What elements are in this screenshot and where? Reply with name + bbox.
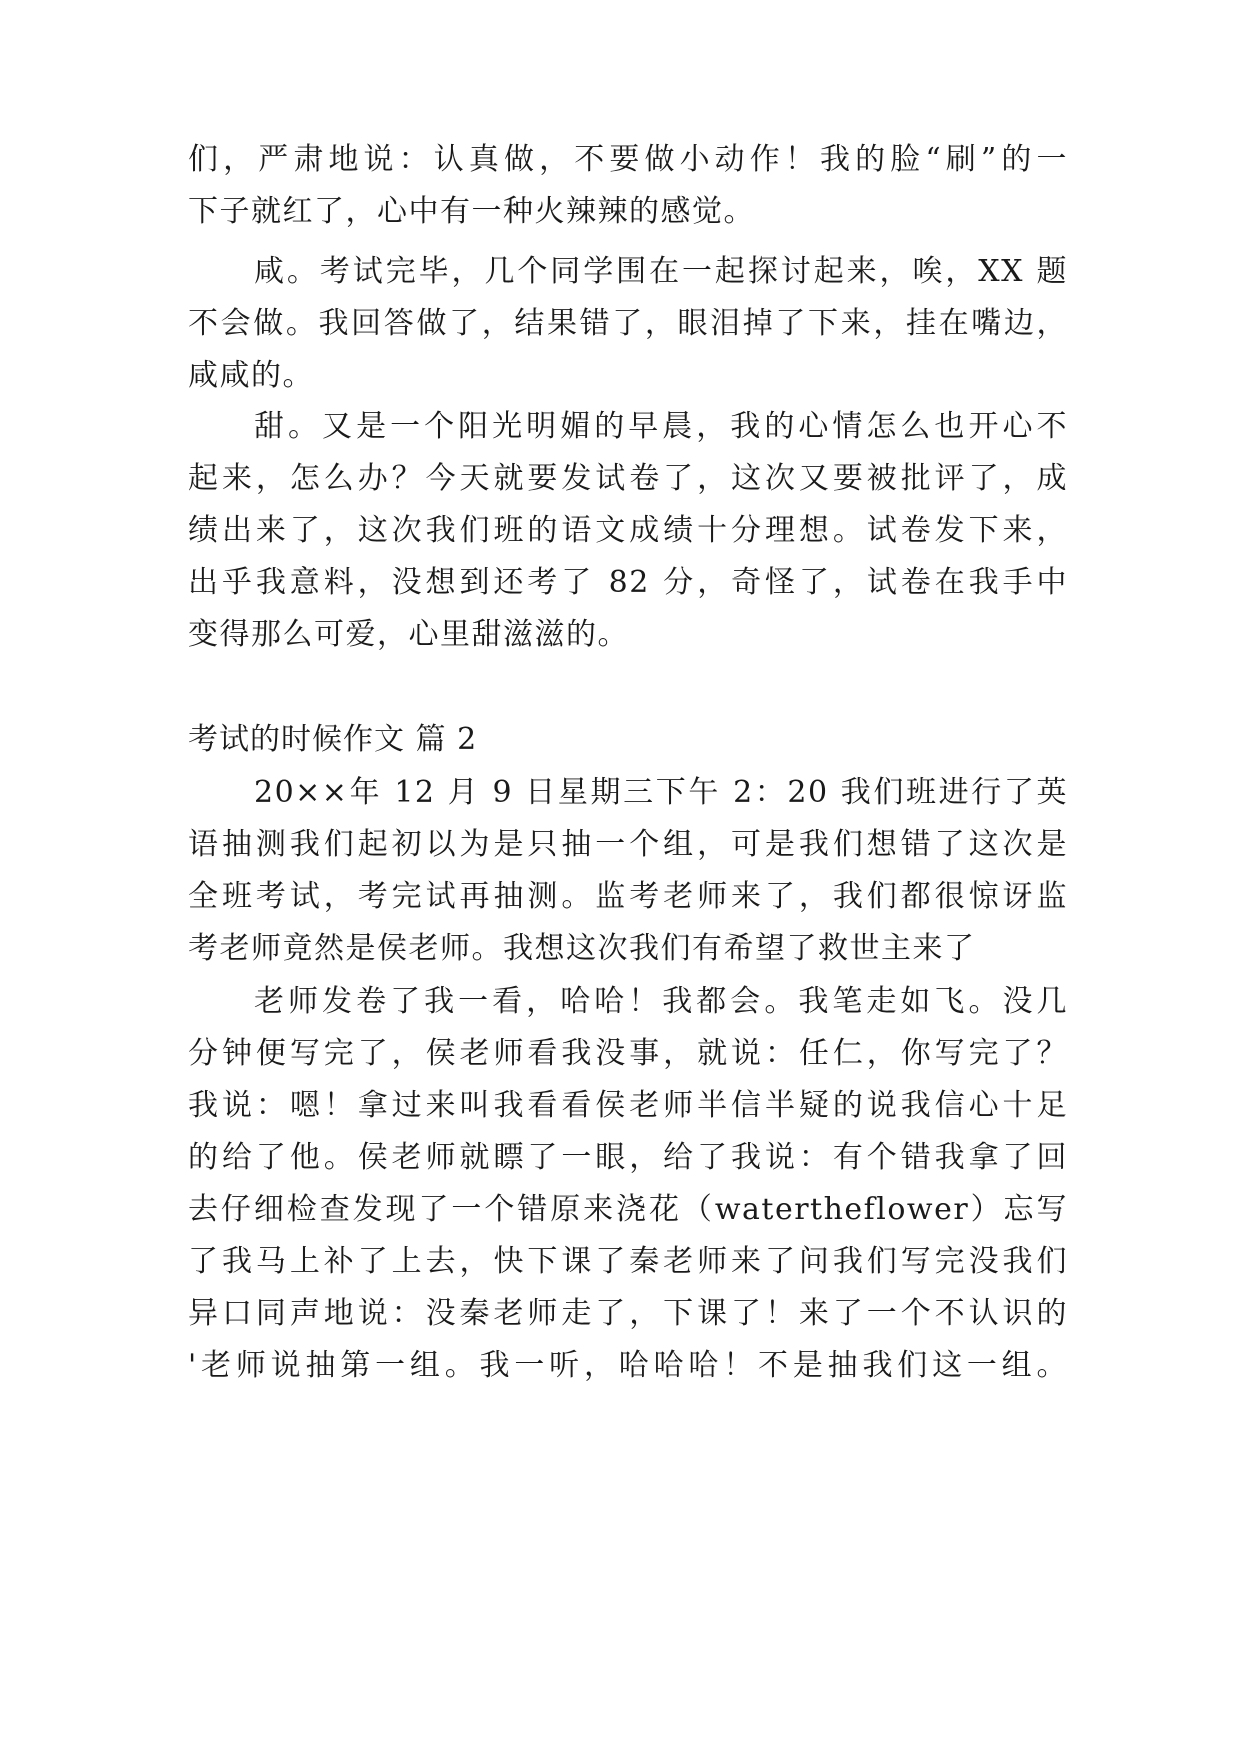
- text-line: 咸咸的。: [188, 358, 314, 393]
- text-line: 语抽测我们起初以为是只抽一个组，可是我们想错了这次是: [188, 827, 1068, 862]
- text-line: 下子就红了，心中有一种火辣辣的感觉。: [188, 194, 755, 229]
- text-line: 起来，怎么办？今天就要发试卷了，这次又要被批评了，成: [188, 461, 1068, 496]
- text-line: 老师发卷了我一看，哈哈！我都会。我笔走如飞。没几: [254, 984, 1068, 1019]
- text-line: '老师说抽第一组。我一听，哈哈哈！不是抽我们这一组。: [188, 1348, 1068, 1383]
- text-line: 出乎我意料，没想到还考了 82 分，奇怪了，试卷在我手中: [188, 565, 1068, 600]
- text-line: 去仔细检查发现了一个错原来浇花（watertheflower）忘写: [188, 1192, 1068, 1227]
- text-line: 咸。考试完毕，几个同学围在一起探讨起来，唉，XX 题: [254, 254, 1068, 289]
- paragraph-english-test: [188, 773, 1068, 983]
- text-line: 甜。又是一个阳光明媚的早晨，我的心情怎么也开心不: [254, 409, 1068, 444]
- text-line: 了我马上补了上去，快下课了秦老师来了问我们写完没我们: [188, 1244, 1068, 1279]
- paragraph-salty: [188, 252, 1068, 402]
- text-line: 20××年 12 月 9 日星期三下午 2：20 我们班进行了英: [254, 775, 1068, 810]
- text-line: 绩出来了，这次我们班的语文成绩十分理想。试卷发下来，: [188, 513, 1068, 548]
- text-line: 考老师竟然是侯老师。我想这次我们有希望了救世主来了: [188, 931, 976, 966]
- text-line: 我说：嗯！拿过来叫我看看侯老师半信半疑的说我信心十足: [188, 1088, 1068, 1123]
- text-line: 分钟便写完了，侯老师看我没事，就说：任仁，你写完了？: [188, 1036, 1068, 1071]
- text-line: 异口同声地说：没秦老师走了，下课了！来了一个不认识的: [188, 1296, 1068, 1331]
- text-line: 变得那么可爱，心里甜滋滋的。: [188, 617, 629, 652]
- text-line: 全班考试，考完试再抽测。监考老师来了，我们都很惊讶监: [188, 879, 1068, 914]
- paragraph-cheek-blush: [188, 140, 1068, 240]
- section-heading: 考试的时候作文 篇 2: [188, 722, 478, 757]
- text-line: 不会做。我回答做了，结果错了，眼泪掉了下来，挂在嘴边，: [188, 306, 1068, 341]
- text-line: 的给了他。侯老师就瞟了一眼，给了我说：有个错我拿了回: [188, 1140, 1068, 1175]
- paragraph-exam-paper: [188, 982, 1068, 1402]
- paragraph-sweet: [188, 407, 1068, 667]
- text-line: 们，严肃地说：认真做，不要做小动作！我的脸“刷”的一: [188, 142, 1068, 177]
